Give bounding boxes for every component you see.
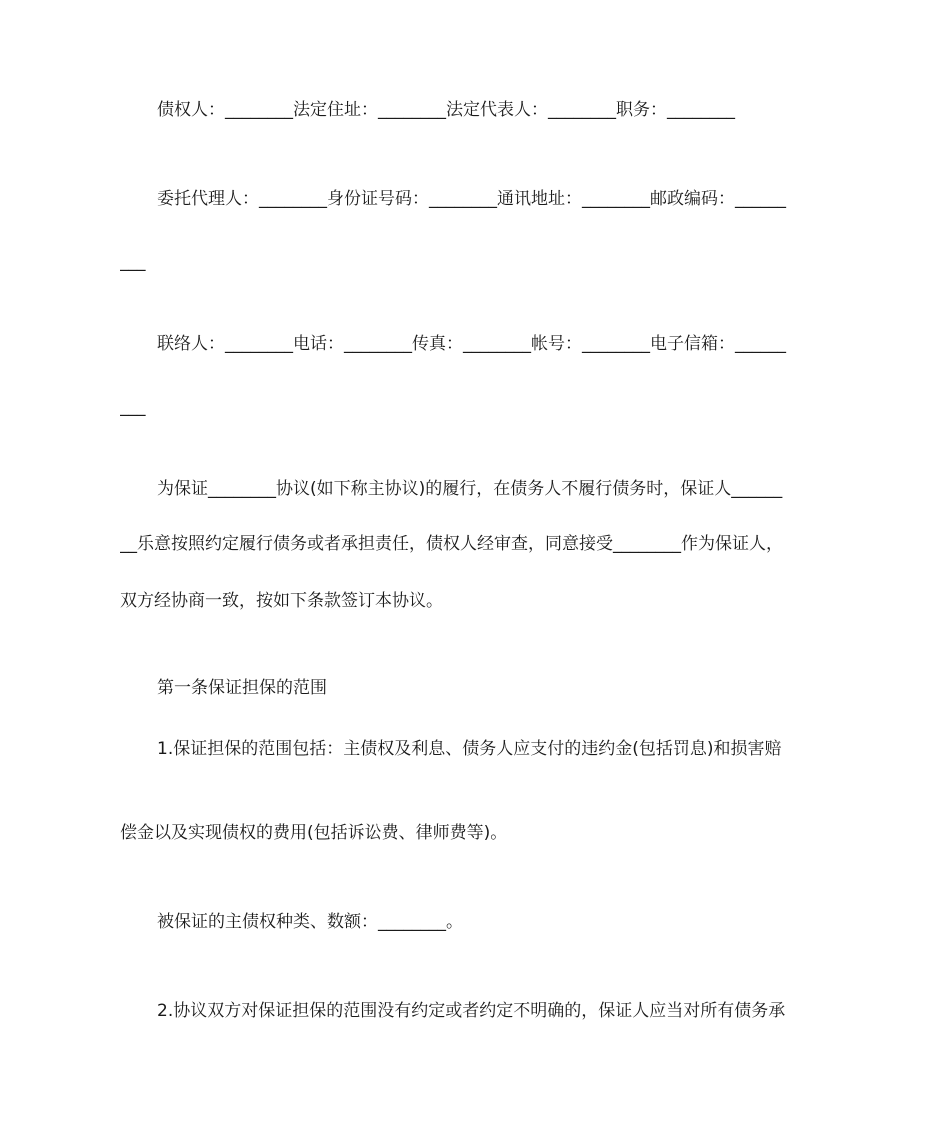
creditor-info-line: 债权人：________法定住址：________法定代表人：________职务：________ (157, 100, 735, 120)
preamble-line-3: 双方经协商一致，按如下条款签订本协议。 (120, 591, 443, 611)
contact-info-line-continuation: ___ (120, 397, 146, 417)
clause-2-line-1: 2.协议双方对保证担保的范围没有约定或者约定不明确的，保证人应当对所有债务承 (157, 1001, 786, 1021)
preamble-line-2: __乐意按照约定履行债务或者承担责任，债权人经审查，同意接受________作为保证人， (120, 534, 783, 554)
article-1-heading: 第一条保证担保的范围 (157, 678, 327, 698)
clause-1-line-1: 1.保证担保的范围包括：主债权及利息、债务人应支付的违约金(包括罚息)和损害赔 (157, 739, 782, 759)
principal-debt-line: 被保证的主债权种类、数额：________。 (157, 912, 463, 932)
agent-info-line-continuation: ___ (120, 252, 146, 272)
preamble-line-1: 为保证________协议(如下称主协议)的履行，在债务人不履行债务时，保证人______ (157, 479, 783, 499)
contact-info-line: 联络人：________电话：________传真：________帐号：________电子信箱：______ (157, 334, 786, 354)
clause-1-line-2: 偿金以及实现债权的费用(包括诉讼费、律师费等)。 (120, 823, 508, 843)
agent-info-line: 委托代理人：________身份证号码：________通讯地址：________邮政编码：______ (157, 189, 786, 209)
